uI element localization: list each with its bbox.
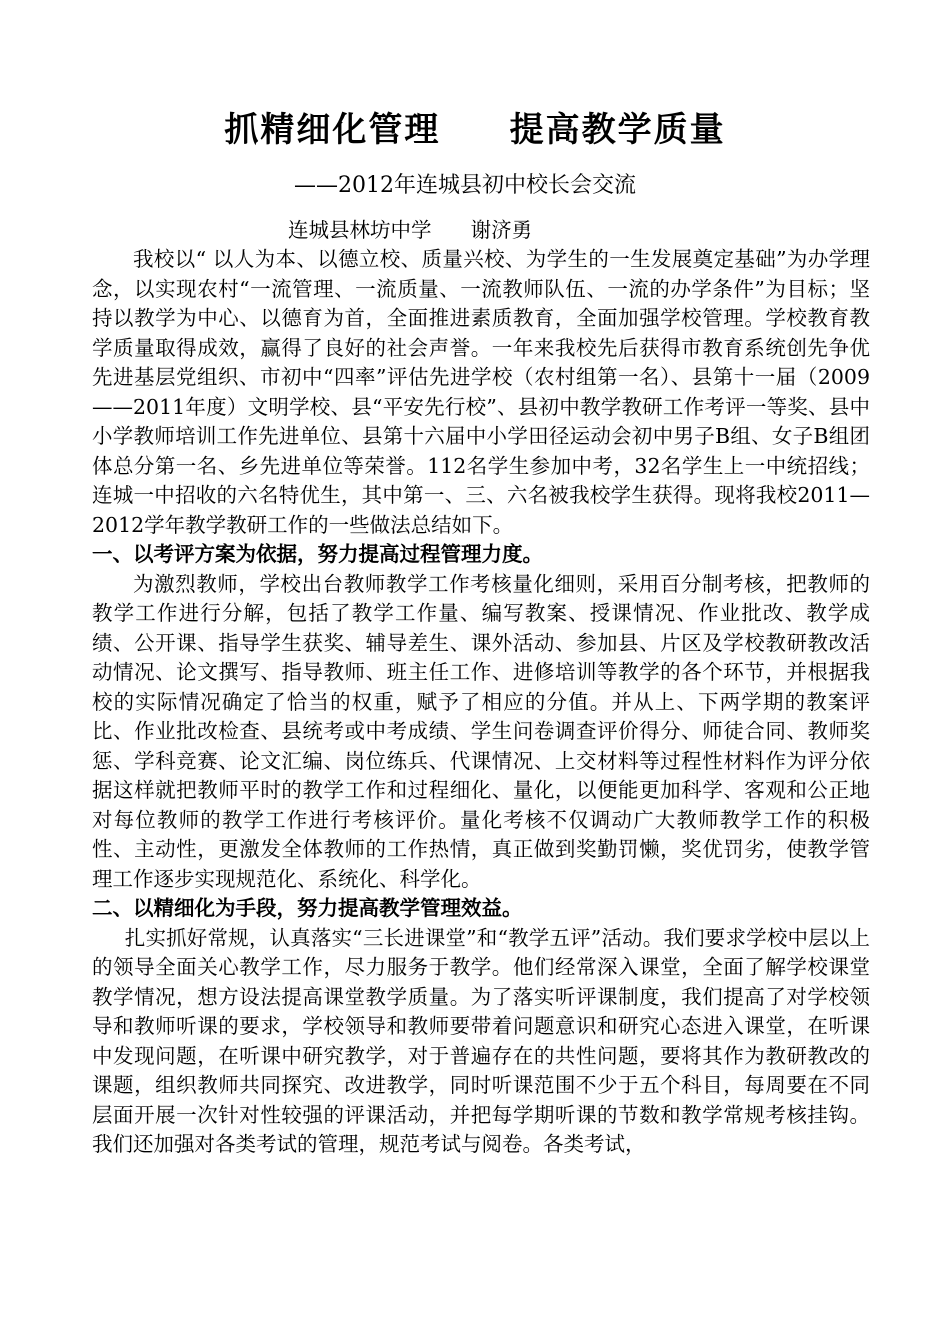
- section-1-heading: 一、以考评方案为依据，努力提高过程管理力度。: [92, 542, 543, 566]
- section-2-heading: 二、以精细化为手段，努力提高教学管理效益。: [92, 896, 523, 920]
- document-title: 抓精细化管理 提高教学质量: [224, 110, 726, 150]
- document-subtitle: ——2012年连城县初中校长会交流: [294, 173, 636, 198]
- section-2-paragraph: 扎实抓好常规，认真落实“三长进课堂”和“教学五评”活动。我们要求学校中层以上的领导全面关心教学工作，尽力服务于教学。他们经常深入课堂，全面了解学校课堂教学情况，想方设法提高课堂教学质量。为了落实听评课制度，我们提高了对学校领导和教师听课的要求，学校领导和教师要带着问题意识和研究心态进入课堂，在听课中发现问题，在听课中研究教学，对于普遍存在的共性问题，要将其作为教研教改的课题，组织教师共同探究、改进教学，同时听课范围不少于五个科目，每周要在不同层面开展一次针对性较强的评课活动，并把每学期听课的节数和教学常规考核挂钩。我们还加强对各类考试的管理，规范考试与阅卷。各类考试，: [92, 925, 870, 1156]
- intro-paragraph: 我校以“ 以人为本、以德立校、质量兴校、为学生的一生发展奠定基础”为办学理念，以实现农村“一流管理、一流质量、一流教师队伍、一流的办学条件”为目标；坚持以教学为中心、以德育为首，全面推进素质教育，全面加强学校管理。学校教育教学质量取得成效，赢得了良好的社会声誉。一年来我校先后获得市教育系统创先争优先进基层党组织、市初中“四率”评估先进学校（农村组第一名）、县第十一届（2009——2011年度）文明学校、县“平安先行校”、县初中教学教研工作考评一等奖、县中小学教师培训工作先进单位、县第十六届中小学田径运动会初中男子B组、女子B组团体总分第一名、乡先进单位等荣誉。112名学生参加中考，32名学生上一中统招线；连城一中招收的六名特优生，其中第一、三、六名被我校学生获得。现将我校2011—2012学年教学教研工作的一些做法总结如下。: [92, 247, 870, 537]
- author-line: 连城县林坊中学 谢济勇: [288, 218, 533, 242]
- section-1-paragraph: 为激烈教师，学校出台教师教学工作考核量化细则，采用百分制考核，把教师的教学工作进行分解，包括了教学工作量、编写教案、授课情况、作业批改、教学成绩、公开课、指导学生获奖、辅导差生、课外活动、参加县、片区及学校教研教改活动情况、论文撰写、指导教师、班主任工作、进修培训等教学的各个环节，并根据我校的实际情况确定了恰当的权重，赋予了相应的分值。并从上、下两学期的教案评比、作业批改检查、县统考或中考成绩、学生问卷调查评价得分、师徒合同、教师奖惩、学科竞赛、论文汇编、岗位练兵、代课情况、上交材料等过程性材料作为评分依据这样就把教师平时的教学工作和过程细化、量化，以便能更加科学、客观和公正地对每位教师的教学工作进行考核评价。量化考核不仅调动广大教师教学工作的积极性、主动性，更激发全体教师的工作热情，真正做到奖勤罚懒，奖优罚劣，使教学管理工作逐步实现规范化、系统化、科学化。: [92, 571, 870, 891]
- document-body: [92, 245, 870, 1160]
